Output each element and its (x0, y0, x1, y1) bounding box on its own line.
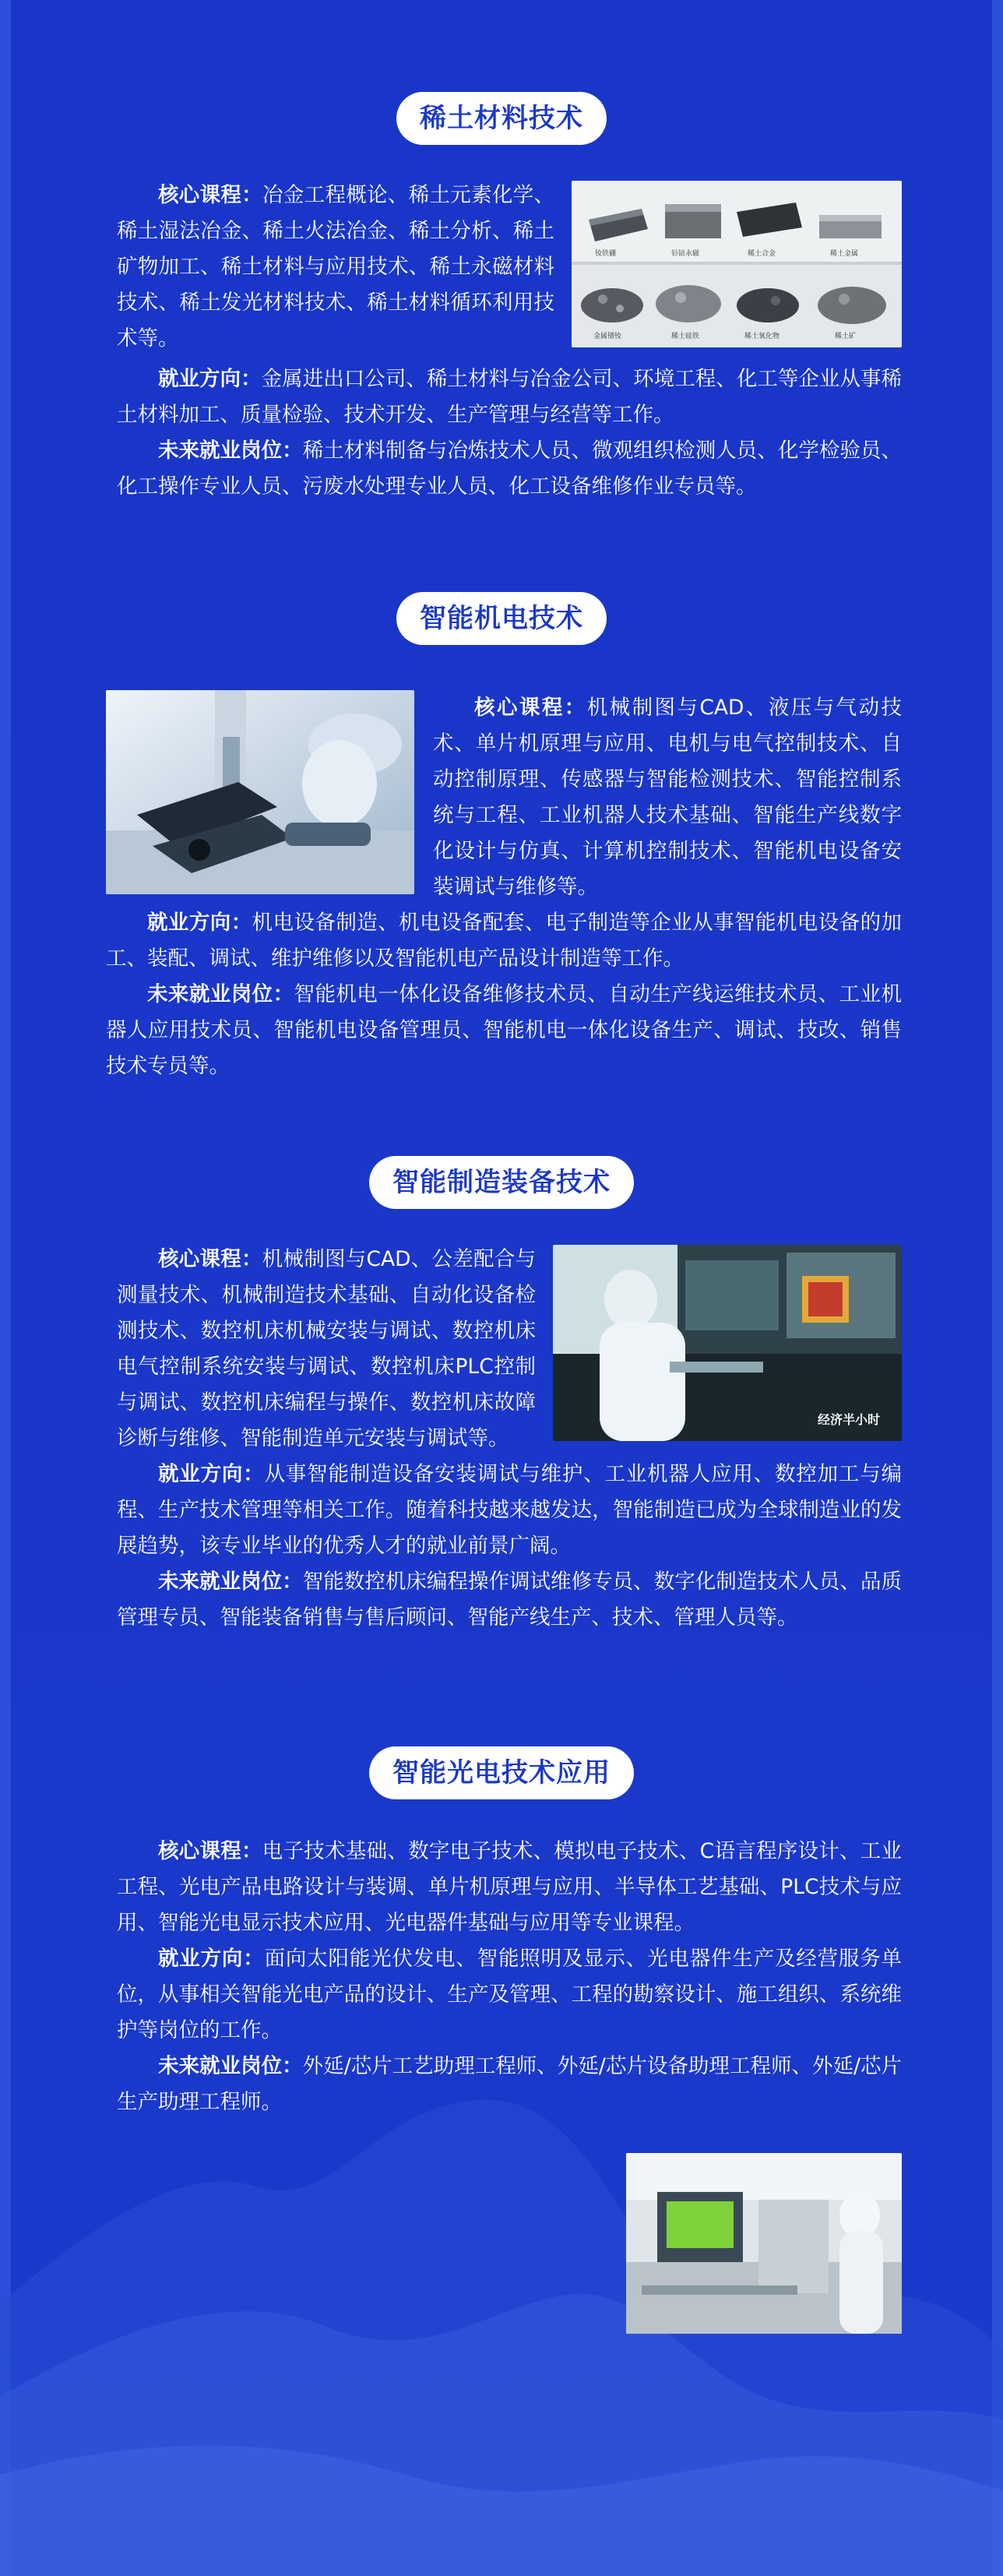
jobs-paragraph: 未来就业岗位：稀土材料制备与冶炼技术人员、微观组织检测人员、化学检验员、化工操作专业人员、污废水处理专业人员、化工设备维修作业专员等。 (117, 439, 903, 499)
section-body (117, 178, 902, 505)
video-watermark: 经济半小时 (818, 1412, 881, 1427)
section-title-pill: 智能制造装备技术 (369, 1156, 634, 1209)
direction-paragraph: 就业方向：金属进出口公司、稀土材料与冶金公司、环境工程、化工等企业从事稀土材料加工、质量检验、技术开发、生产管理与经营等工作。 (117, 367, 903, 427)
section-body (117, 1834, 902, 2120)
direction-text: 金属进出口公司、稀土材料与冶金公司、环境工程、化工等企业从事稀土材料加工、质量检验、技术开发、生产管理与经营等工作。 (117, 367, 903, 427)
jobs-label: 未来就业岗位 (158, 1570, 283, 1594)
optoelectronics-lab-photo (626, 2153, 902, 2334)
core-courses-paragraph: 核心课程：冶金工程概论、稀土元素化学、稀土湿法冶金、稀土火法冶金、稀土分析、稀土矿物加工、稀土材料与应用技术、稀土永磁材料技术、稀土发光材料技术、稀土材料循环利用技术等。 (117, 183, 555, 351)
jobs-label: 未来就业岗位 (158, 2054, 283, 2078)
direction-label: 就业方向 (158, 1947, 244, 1971)
robot-arm-photo (106, 690, 414, 894)
section-title-pill: 智能光电技术应用 (369, 1746, 634, 1799)
core-courses-text: 电子技术基础、数字电子技术、模拟电子技术、C语言程序设计、工业工程、光电产品电路设计与装调、单片机原理与应用、半导体工艺基础、PLC技术与应用、智能光电显示技术应用、光电器件基础与应用等专业课程。 (117, 1839, 903, 1935)
image-caption: 稀土合金 (748, 250, 776, 258)
jobs-paragraph: 未来就业岗位：外延/芯片工艺助理工程师、外延/芯片设备助理工程师、外延/芯片生产助理工程师。 (117, 2054, 903, 2114)
core-courses-text: 机械制图与CAD、公差配合与测量技术、机械制造技术基础、自动化设备检测技术、数控机床机械安装与调试、数控机床电气控制系统安装与调试、数控机床PLC控制与调试、数控机床编程与操作、数控机床故障诊断与维修、智能制造单元安装与调试等。 (117, 1247, 537, 1450)
direction-paragraph: 就业方向：从事智能制造设备安装调试与维护、工业机器人应用、数控加工与编程、生产技术管理等相关工作。随着科技越来越发达，智能制造已成为全球制造业的发展趋势，该专业毕业的优秀人才的就业前景广阔。 (117, 1462, 903, 1558)
jobs-label: 未来就业岗位 (158, 439, 283, 463)
core-courses-label: 核心课程 (158, 1839, 242, 1863)
core-courses-paragraph: 核心课程：机械制图与CAD、公差配合与测量技术、机械制造技术基础、自动化设备检测技术、数控机床机械安装与调试、数控机床电气控制系统安装与调试、数控机床PLC控制与调试、数控机床编程与操作、数控机床故障诊断与维修、智能制造单元安装与调试等。 (117, 1247, 537, 1450)
image-caption: 稀土氧化物 (744, 333, 780, 340)
direction-paragraph: 就业方向：面向太阳能光伏发电、智能照明及显示、光电器件生产及经营服务单位，从事相关智能光电产品的设计、生产及管理、工程的勘察设计、施工组织、系统维护等岗位的工作。 (117, 1947, 903, 2042)
image-caption: 稀土硅铁 (671, 333, 700, 340)
core-courses-label: 核心课程 (158, 183, 242, 207)
image-caption: 稀土金属 (830, 250, 859, 258)
core-courses-paragraph: 核心课程：电子技术基础、数字电子技术、模拟电子技术、C语言程序设计、工业工程、光电产品电路设计与装调、单片机原理与应用、半导体工艺基础、PLC技术与应用、智能光电显示技术应用、光电器件基础与应用等专业课程。 (117, 1839, 903, 1935)
direction-label: 就业方向 (147, 911, 231, 935)
jobs-text: 智能数控机床编程操作调试维修专员、数字化制造技术人员、品质管理专员、智能装备销售与售后顾问、智能产线生产、技术、管理人员等。 (117, 1570, 903, 1630)
direction-text: 从事智能制造设备安装调试与维护、工业机器人应用、数控加工与编程、生产技术管理等相关工作。随着科技越来越发达，智能制造已成为全球制造业的发展趋势，该专业毕业的优秀人才的就业前景广阔。 (117, 1462, 903, 1558)
image-caption: 钕铁硼 (595, 250, 617, 258)
image-caption: 稀土矿 (835, 333, 857, 340)
rare-earth-materials-photo (572, 181, 902, 347)
core-courses-label: 核心课程 (474, 696, 565, 720)
image-caption: 钐钴永磁 (671, 250, 700, 258)
core-courses-text: 机械制图与CAD、液压与气动技术、单片机原理与应用、电机与电气控制技术、自动控制原理、传感器与智能检测技术、智能控制系统与工程、工业机器人技术基础、智能生产线数字化设计与仿真、计算机控制技术、智能机电设备安装调试与维修等。 (433, 696, 903, 899)
jobs-text: 智能机电一体化设备维修技术员、自动生产线运维技术员、工业机器人应用技术员、智能机电设备管理员、智能机电一体化设备生产、调试、技改、销售技术专员等。 (106, 982, 903, 1078)
direction-label: 就业方向 (158, 1462, 244, 1486)
direction-label: 就业方向 (158, 367, 241, 391)
image-caption: 金属镨钕 (593, 333, 622, 340)
direction-paragraph: 就业方向：机电设备制造、机电设备配套、电子制造等企业从事智能机电设备的加工、装配、调试、维护维修以及智能机电产品设计制造等工作。 (106, 911, 903, 971)
core-courses-text: 冶金工程概论、稀土元素化学、稀土湿法冶金、稀土火法冶金、稀土分析、稀土矿物加工、稀土材料与应用技术、稀土永磁材料技术、稀土发光材料技术、稀土材料循环利用技术等。 (117, 183, 555, 351)
jobs-paragraph: 未来就业岗位：智能数控机床编程操作调试维修专员、数字化制造技术人员、品质管理专员、智能装备销售与售后顾问、智能产线生产、技术、管理人员等。 (117, 1570, 903, 1630)
jobs-text: 稀土材料制备与冶炼技术人员、微观组织检测人员、化学检验员、化工操作专业人员、污废水处理专业人员、化工设备维修作业专员等。 (117, 439, 903, 499)
section-title-pill: 稀土材料技术 (396, 92, 607, 145)
section-body (106, 690, 902, 1084)
direction-text: 机电设备制造、机电设备配套、电子制造等企业从事智能机电设备的加工、装配、调试、维护维修以及智能机电产品设计制造等工作。 (106, 911, 903, 971)
cleanroom-workstation-photo (553, 1245, 902, 1441)
core-courses-paragraph: 核心课程：机械制图与CAD、液压与气动技术、单片机原理与应用、电机与电气控制技术、自动控制原理、传感器与智能检测技术、智能控制系统与工程、工业机器人技术基础、智能生产线数字化设计与仿真、计算机控制技术、智能机电设备安装调试与维修等。 (433, 696, 903, 899)
jobs-paragraph: 未来就业岗位：智能机电一体化设备维修技术员、自动生产线运维技术员、工业机器人应用技术员、智能机电设备管理员、智能机电一体化设备生产、调试、技改、销售技术专员等。 (106, 982, 903, 1078)
direction-text: 面向太阳能光伏发电、智能照明及显示、光电器件生产及经营服务单位，从事相关智能光电产品的设计、生产及管理、工程的勘察设计、施工组织、系统维护等岗位的工作。 (117, 1947, 903, 2042)
core-courses-label: 核心课程 (158, 1247, 241, 1271)
jobs-text: 外延/芯片工艺助理工程师、外延/芯片设备助理工程师、外延/芯片生产助理工程师。 (117, 2054, 903, 2114)
section-title-pill: 智能机电技术 (396, 592, 607, 645)
jobs-label: 未来就业岗位 (147, 982, 273, 1006)
section-body (117, 1242, 902, 1636)
